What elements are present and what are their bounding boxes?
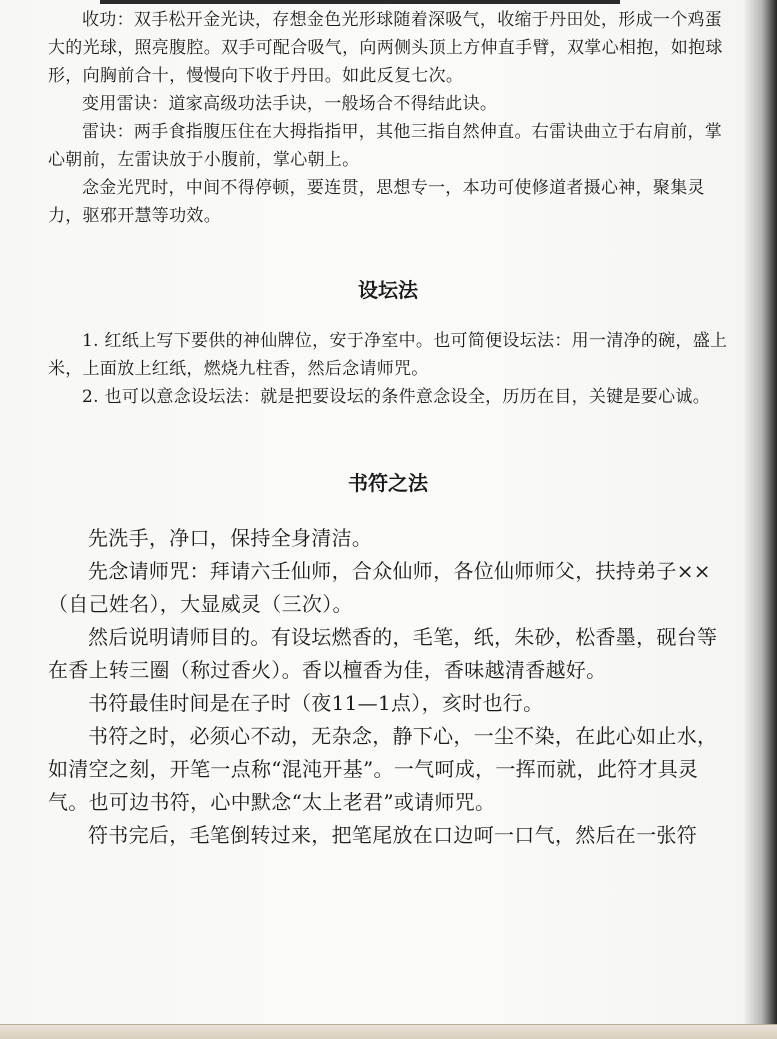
section-title-shufuzhifa: 书符之法 [348, 471, 428, 495]
page-content [48, 6, 728, 852]
paragraph-shetan-2: 2. 也可以意念设坛法：就是把要设坛的条件意念设全，历历在目，关键是要心诚。 [82, 387, 711, 407]
paragraph-leijue: 雷诀：两手食指腹压住在大拇指指甲，其他三指自然伸直。右雷诀曲立于右肩前，掌心朝前，左雷诀放于小腹前，掌心朝上。 [48, 122, 723, 170]
paragraph-shufu-6: 符书完后，毛笔倒转过来，把笔尾放在口边呵一口气，然后在一张符 [88, 823, 697, 847]
paragraph-shufu-3: 然后说明请师目的。有设坛燃香的，毛笔，纸，朱砂，松香墨，砚台等在香上转三圈（称过香火）。香以檀香为佳，香味越清香越好。 [48, 625, 718, 682]
paragraph-leijue-intro: 变用雷诀：道家高级功法手诀，一般场合不得结此诀。 [82, 94, 498, 114]
paragraph-shufu-1: 先洗手，净口，保持全身清洁。 [88, 526, 373, 550]
paragraph-shufu-5: 书符之时，必须心不动，无杂念，静下心，一尘不染，在此心如止水，如清空之刻，开笔一点称“混沌开基”。一气呵成，一挥而就，此符才具灵气。也可边书符，心中默念“太上老君”或请师咒。 [48, 724, 718, 814]
page-bottom-edge [0, 1024, 777, 1039]
paragraph-shufu-2: 先念请师咒：拜请六壬仙师，合众仙师，各位仙师师父，扶持弟子××（自己姓名），大显威灵（三次）。 [48, 559, 711, 616]
top-rule-divider [100, 0, 620, 4]
book-spine-shadow [743, 0, 777, 1039]
paragraph-shougong: 收功：双手松开金光诀，存想金色光形球随着深吸气，收缩于丹田处，形成一个鸡蛋大的光球，照亮腹腔。双手可配合吸气，向两侧头顶上方伸直手臂，双掌心相抱，如抱球形，向胸前合十，慢慢向下收于丹田。如此反复七次。 [48, 10, 723, 86]
paragraph-jinguangzhou: 念金光咒时，中间不得停顿，要连贯，思想专一，本功可使修道者摄心神，聚集灵力，驱邪开慧等功效。 [48, 178, 705, 226]
paragraph-shetan-1: 1. 红纸上写下要供的神仙牌位，安于净室中。也可简便设坛法：用一清净的碗，盛上米，上面放上红纸，燃烧九柱香，然后念请师咒。 [48, 331, 728, 379]
paragraph-shufu-4: 书符最佳时间是在子时（夜11—1点），亥时也行。 [88, 691, 544, 715]
section-title-shetanfa: 设坛法 [358, 278, 418, 302]
